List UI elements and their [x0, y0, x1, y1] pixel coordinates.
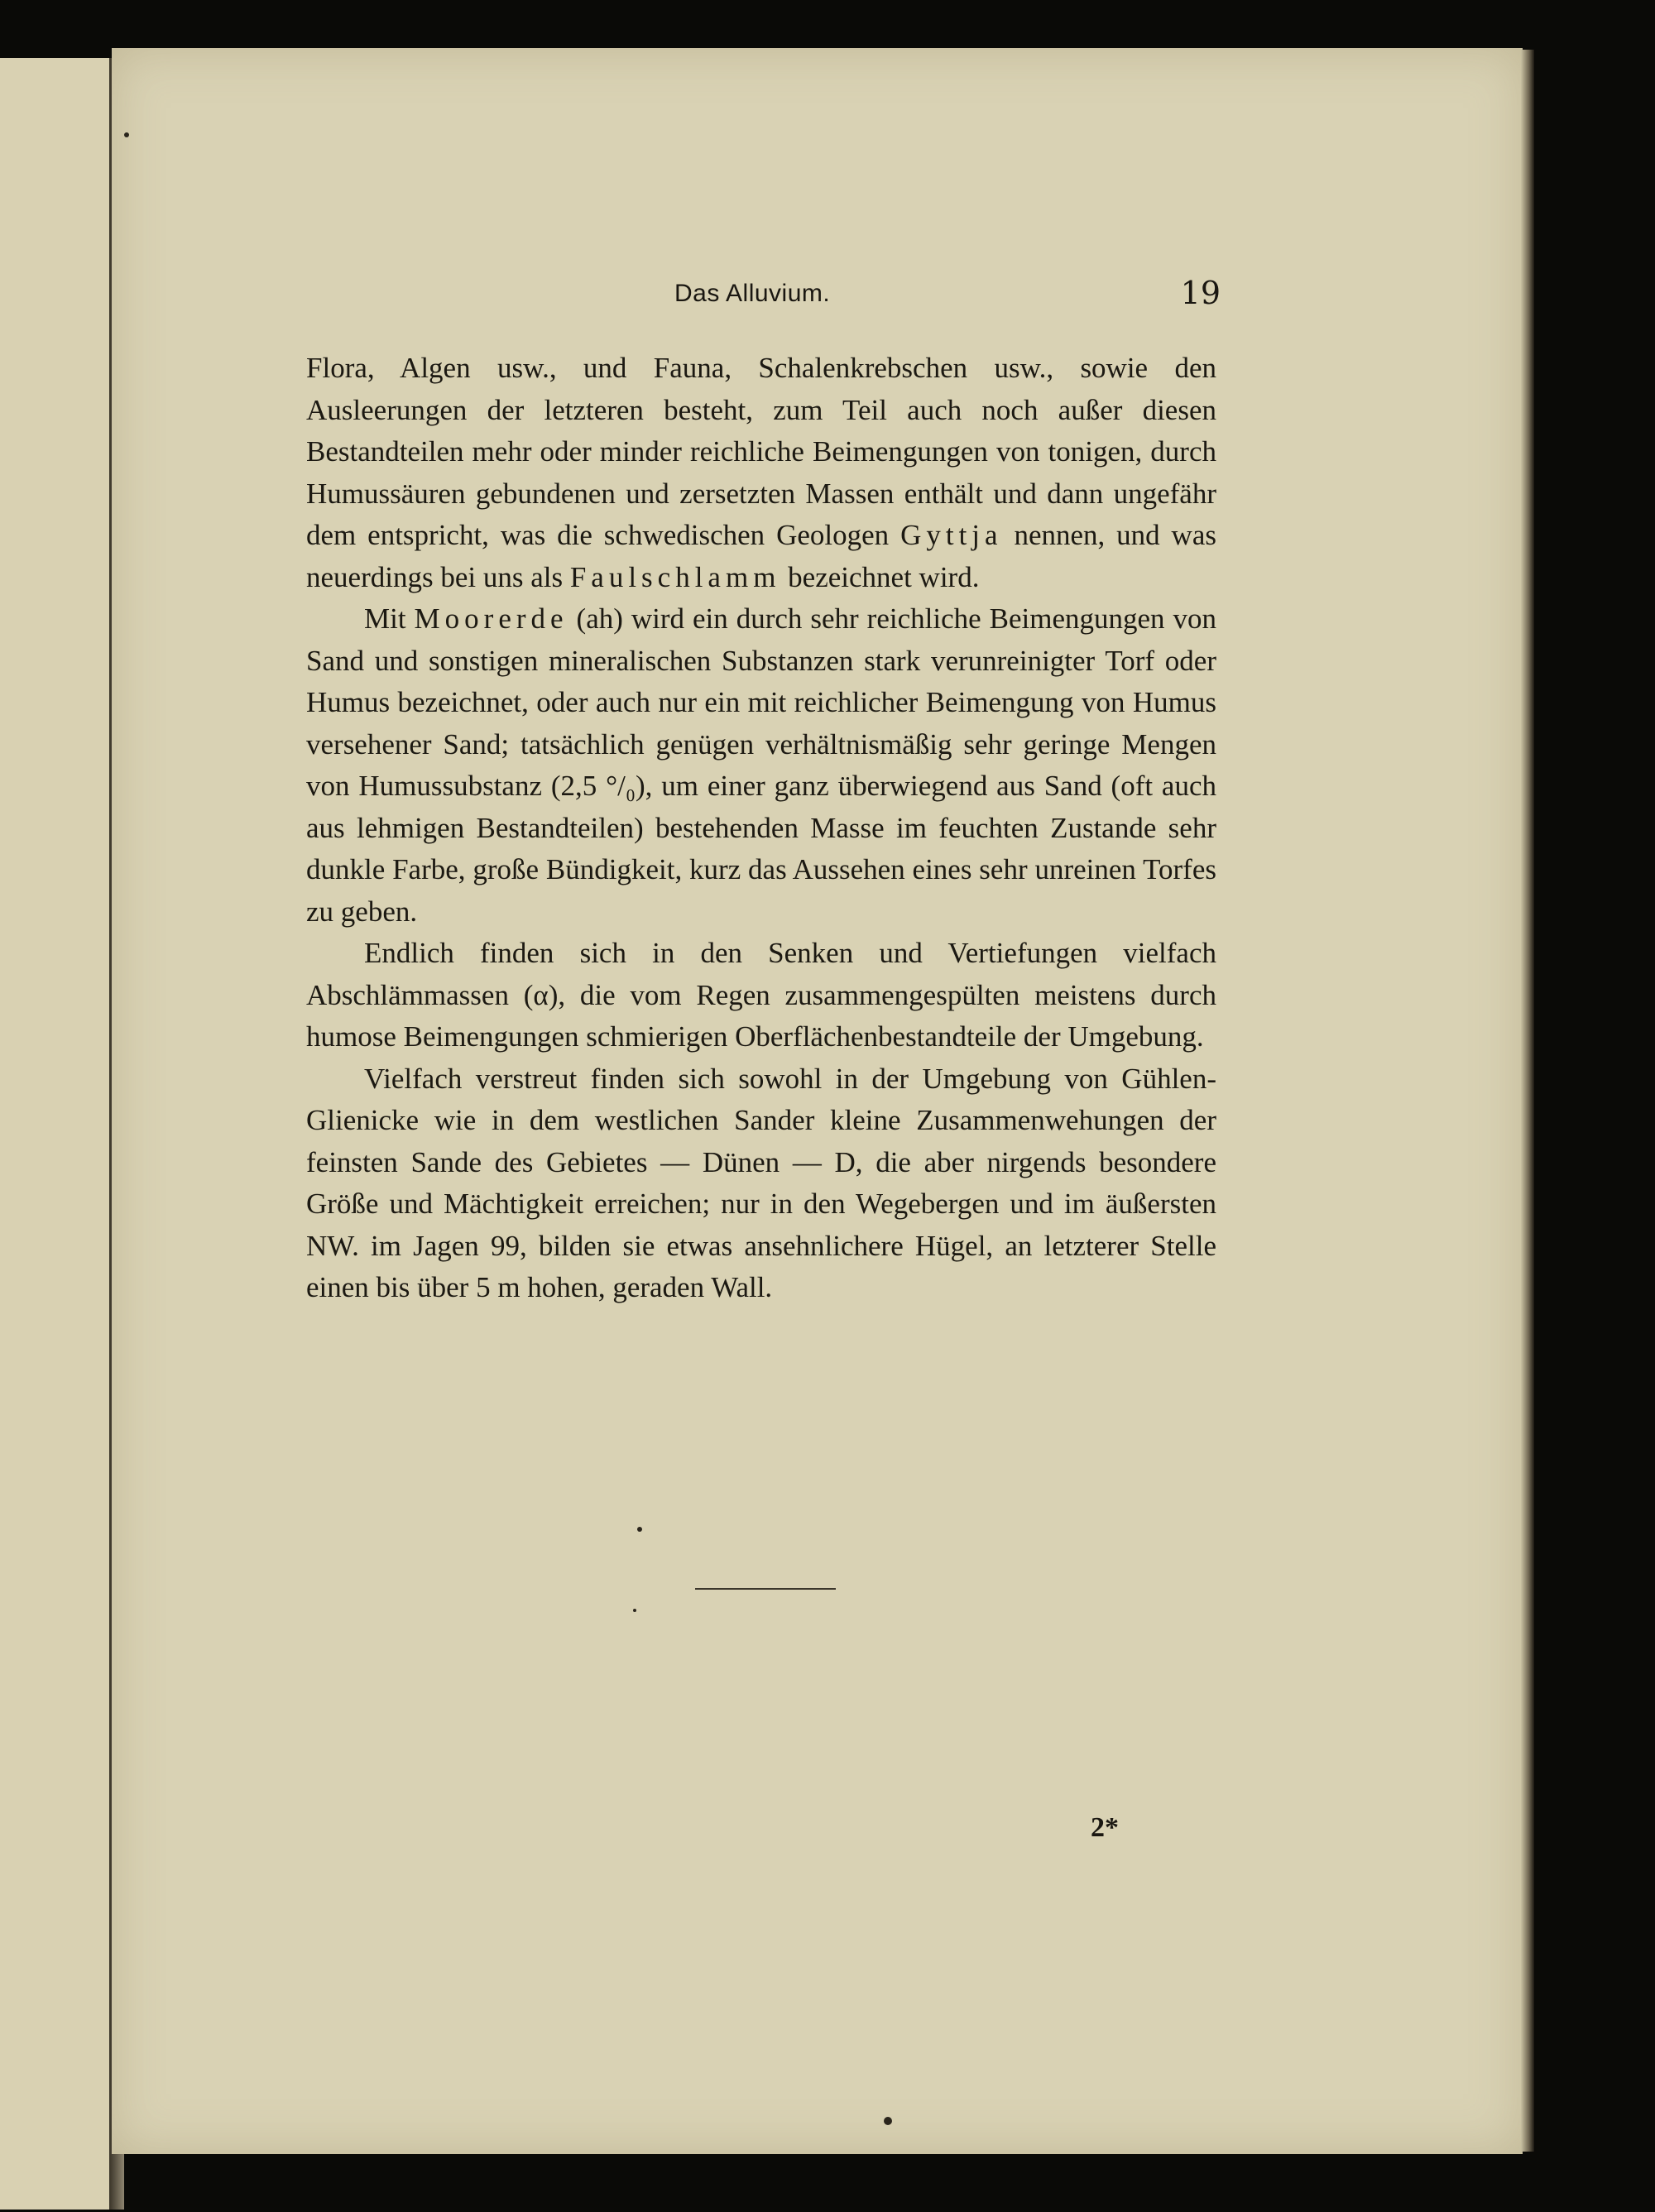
term-abschlaemmassen: Abschlämmassen	[306, 978, 509, 1011]
paragraph-3	[306, 933, 1216, 1058]
text-run: Flora, Algen usw., und Fauna, Schalenkrebschen usw., sowie den Ausleerungen der letzteren besteht, zum Teil auch noch außer diesen Bestandteilen mehr oder minder reichliche Beimengungen von tonigen, durch Humussäuren gebundenen und zersetzten Massen enthält und dann ungefähr dem entspricht, was die schwedischen Geologen	[306, 352, 1216, 551]
page-number: 19	[1180, 275, 1221, 311]
term-moorerde: Moorerde	[414, 602, 568, 635]
text-run: Endlich finden sich in den Senken und Vertiefungen vielfach	[364, 937, 1216, 969]
running-head: Das Alluvium.	[674, 280, 831, 307]
facing-page-edge	[0, 58, 124, 2210]
paragraph-4	[306, 1058, 1216, 1309]
term-duenen: Dünen	[702, 1145, 780, 1178]
text-run: Vielfach verstreut finden sich sowohl in der Umgebung von Gühlen-Glienicke wie in dem westlichen Sander kleine Zusammenwehungen der feinsten Sande des Gebietes —	[306, 1062, 1216, 1178]
text-run: bezeichnet wird.	[780, 560, 980, 593]
text-run: (α), die vom Regen zusammengespülten meistens durch humose Beimengungen schmierigen Oberflächenbestandteile der Umgebung.	[306, 978, 1216, 1053]
paragraph-1	[306, 348, 1216, 598]
paper-speck	[637, 1527, 642, 1532]
body-text	[306, 348, 1216, 1309]
section-end-rule	[695, 1588, 836, 1590]
paragraph-2	[306, 598, 1216, 933]
paper-speck	[124, 132, 129, 137]
text-run: nennen, und was neuerdings bei uns als	[306, 519, 1216, 593]
text-run: — D, die aber nirgends besondere Größe und Mächtigkeit erreichen; nur in den Wegebergen und im äußersten NW. im Jagen 99, bilden sie etwas ansehnlichere Hügel, an letzterer Stelle einen bis über 5 m hohen, geraden Wall.	[306, 1145, 1216, 1303]
text-run: Mit	[364, 602, 415, 635]
paper-speck	[633, 1609, 636, 1612]
text-run: (ah) wird ein durch sehr reichliche Beimengungen von Sand und sonstigen mineralischen Substanzen stark verunreinigter Torf oder Humus bezeichnet, oder auch nur ein mit reichlicher Beimengung von Humus versehener Sand; tatsächlich genügen verhältnismäßig sehr geringe Mengen von Humussubstanz (2,5 °/₀), um einer ganz überwiegend aus Sand (oft auch aus lehmigen Bestandteilen) bestehenden Masse im feuchten Zustande sehr dunkle Farbe, große Bündigkeit, kurz das Aussehen eines sehr unreinen Torfes zu geben.	[306, 602, 1216, 928]
paper-speck	[884, 2117, 892, 2125]
signature-mark: 2*	[1091, 1812, 1119, 1843]
term-faulschlamm: Faulschlamm	[569, 560, 781, 593]
term-gyttja: Gyttja	[900, 519, 1003, 551]
page-fore-edge	[1521, 50, 1534, 2152]
page-header	[674, 275, 1221, 321]
